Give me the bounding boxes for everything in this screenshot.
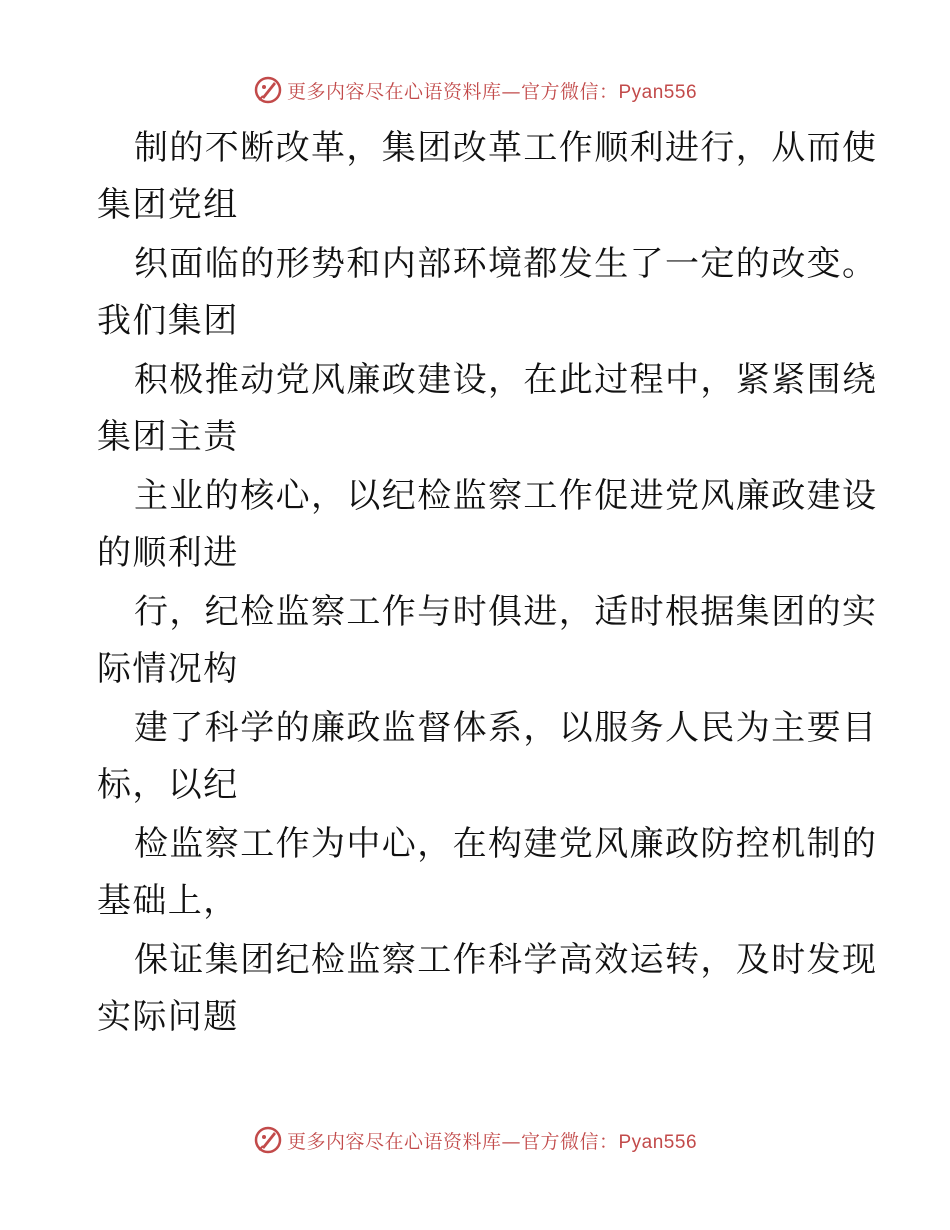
quill-pen-icon [253,75,283,105]
text-line: 检监察工作为中心，在构建党风廉政防控机制的 [134,824,878,864]
text-line: 制的不断改革，集团改革工作顺利进行，从而使 [134,128,878,168]
text-line: 我们集团 [97,301,239,341]
header-banner [0,72,950,108]
header-wechat-id: Pyan556 [618,81,698,103]
footer-wechat-id: Pyan556 [618,1131,698,1153]
footer-banner [0,1122,950,1158]
footer-banner-text [287,1127,697,1154]
text-line: 标，以纪 [97,765,239,805]
text-line: 基础上， [97,881,239,921]
text-line: 积极推动党风廉政建设，在此过程中，紧紧围绕 [134,360,878,400]
text-line: 主业的核心，以纪检监察工作促进党风廉政建设 [134,476,878,516]
text-line: 实际问题 [97,997,239,1037]
text-line: 的顺利进 [97,533,239,573]
text-line: 建了科学的廉政监督体系，以服务人民为主要目 [134,708,878,748]
text-line: 保证集团纪检监察工作科学高效运转，及时发现 [134,940,878,980]
header-banner-text [287,77,697,104]
text-line: 集团主责 [97,417,239,457]
text-line: 织面临的形势和内部环境都发生了一定的改变。 [134,244,878,284]
text-line: 际情况构 [97,649,239,689]
footer-banner-label: 更多内容尽在心语资料库—官方微信： [286,1130,619,1153]
quill-pen-icon [253,1125,283,1155]
text-line: 集团党组 [97,185,239,225]
header-banner-label: 更多内容尽在心语资料库—官方微信： [286,80,619,103]
text-line: 行，纪检监察工作与时俱进，适时根据集团的实 [134,592,878,632]
